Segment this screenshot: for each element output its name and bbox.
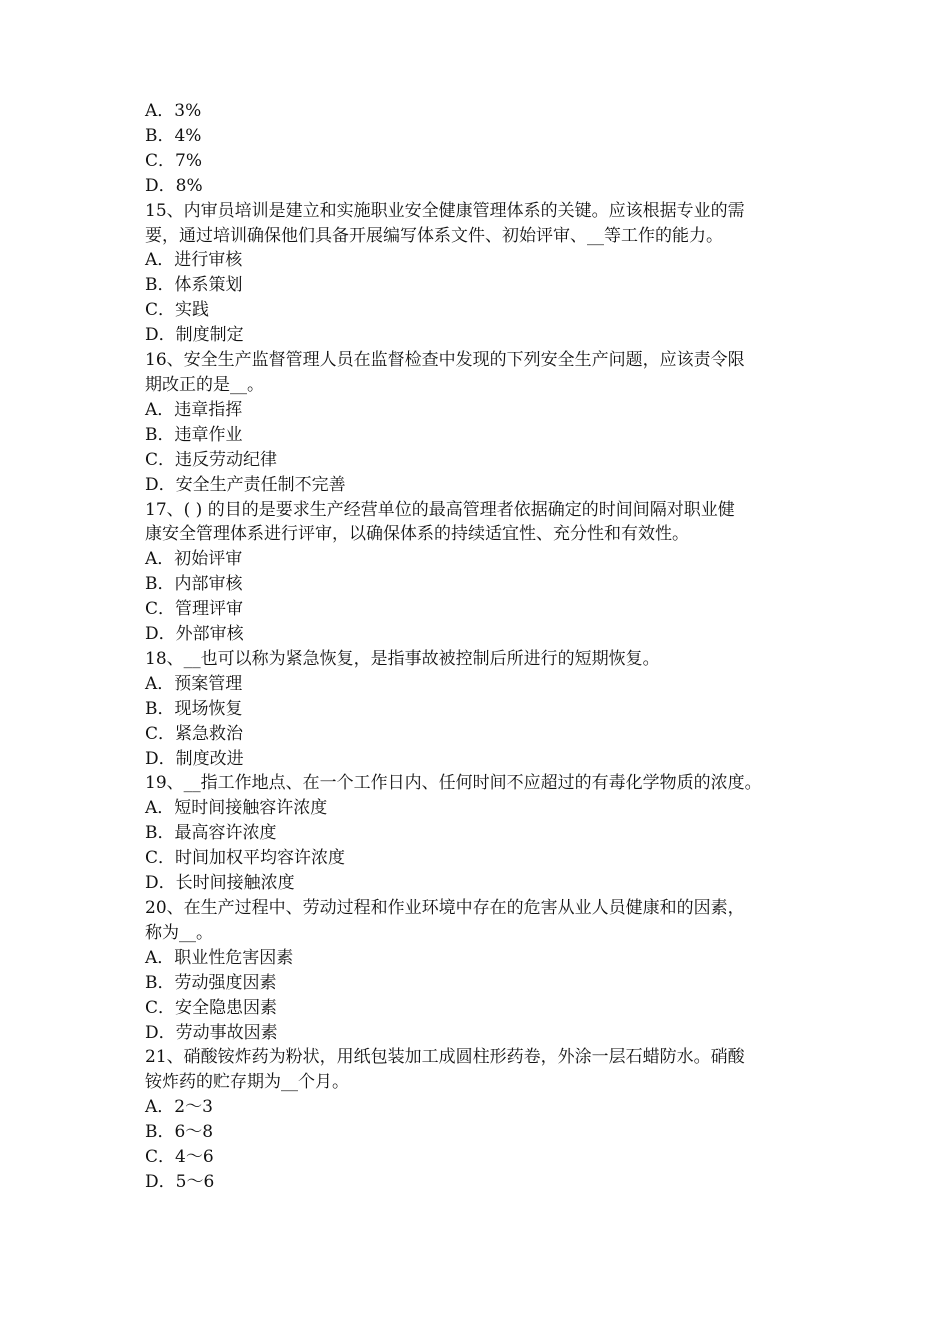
option-c: C．管理评审	[145, 599, 244, 620]
option-d: D．8%	[145, 175, 203, 196]
option-b: B．违章作业	[145, 424, 243, 445]
question-stem-line: 要，通过培训确保他们具备开展编写体系文件、初始评审、__等工作的能力。	[145, 225, 723, 246]
question-18	[145, 647, 820, 772]
option-a: A．初始评审	[145, 549, 243, 570]
question-stem-line: 16、安全生产监督管理人员在监督检查中发现的下列安全生产问题，应该责令限	[145, 350, 745, 371]
option-b: B．6～8	[145, 1122, 214, 1143]
option-a: A．职业性危害因素	[145, 947, 294, 968]
question-stem-line: 称为__。	[145, 922, 213, 943]
option-a: A．预案管理	[145, 673, 243, 694]
question-stem-line: 铵炸药的贮存期为__个月。	[145, 1072, 349, 1093]
option-c: C．4～6	[145, 1147, 214, 1168]
option-a: A．2～3	[145, 1097, 213, 1118]
option-d: D．5～6	[145, 1171, 215, 1192]
option-b: B．内部审核	[145, 574, 243, 595]
question-14-tail-options	[145, 99, 820, 199]
option-c: C．紧急救治	[145, 723, 244, 744]
option-b: B．最高容许浓度	[145, 823, 277, 844]
question-20	[145, 896, 820, 1045]
question-stem-line: 19、__指工作地点、在一个工作日内、任何时间不应超过的有毒化学物质的浓度。	[145, 773, 762, 794]
option-c: C．违反劳动纪律	[145, 449, 278, 470]
option-c: C．时间加权平均容许浓度	[145, 848, 346, 869]
option-d: D．制度制定	[145, 325, 244, 346]
option-d: D．安全生产责任制不完善	[145, 474, 346, 495]
option-d: D．劳动事故因素	[145, 1022, 278, 1043]
question-stem-line: 18、__也可以称为紧急恢复，是指事故被控制后所进行的短期恢复。	[145, 648, 660, 669]
option-a: A．进行审核	[145, 250, 243, 271]
question-19	[145, 771, 820, 896]
option-c: C．安全隐患因素	[145, 997, 278, 1018]
option-b: B．4%	[145, 125, 202, 146]
question-21	[145, 1045, 820, 1194]
question-17	[145, 498, 820, 647]
option-c: C．实践	[145, 300, 210, 321]
option-a: A．违章指挥	[145, 399, 243, 420]
question-list	[145, 99, 820, 1195]
option-b: B．劳动强度因素	[145, 972, 277, 993]
question-stem-line: 康安全管理体系进行评审，以确保体系的持续适宜性、充分性和有效性。	[145, 524, 689, 545]
question-stem-line: 期改正的是__。	[145, 374, 264, 395]
question-stem-line: 20、在生产过程中、劳动过程和作业环境中存在的危害从业人员健康和的因素，	[145, 898, 745, 918]
option-a: A．3%	[145, 101, 202, 121]
question-15	[145, 199, 820, 348]
option-d: D．外部审核	[145, 624, 244, 645]
option-a: A．短时间接触容许浓度	[145, 798, 328, 819]
option-d: D．长时间接触浓度	[145, 873, 295, 894]
question-stem-line: 17、( ) 的目的是要求生产经营单位的最高管理者依据确定的时间间隔对职业健	[145, 499, 735, 520]
option-b: B．现场恢复	[145, 698, 243, 719]
question-stem-line: 15、内审员培训是建立和实施职业安全健康管理体系的关键。应该根据专业的需	[145, 200, 745, 221]
question-stem-line: 21、硝酸铵炸药为粉状，用纸包装加工成圆柱形药卷，外涂一层石蜡防水。硝酸	[145, 1047, 745, 1068]
option-c: C．7%	[145, 150, 202, 171]
question-16	[145, 348, 820, 497]
option-b: B．体系策划	[145, 275, 243, 296]
option-d: D．制度改进	[145, 748, 244, 769]
